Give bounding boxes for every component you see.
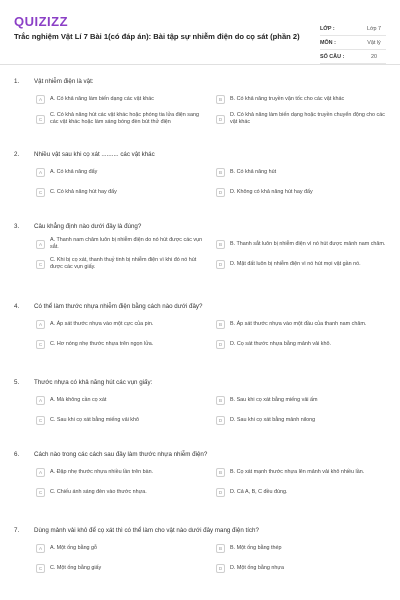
option-letter-badge: C bbox=[36, 115, 45, 124]
question-header bbox=[14, 78, 386, 85]
option-text: C. Có khả năng hút các vật khác hoặc phóng tia lửa điện sang các vật khác hoặc làm sáng bóng đèn bút thử điện bbox=[50, 112, 199, 125]
option-text: C. Khi bị cọ xát, thanh thuỷ tinh bị nhiễm điện vì khi đó nó hút được các vụn giấy. bbox=[50, 257, 197, 270]
meta-row-count bbox=[320, 50, 386, 64]
option-d[interactable] bbox=[216, 560, 386, 576]
option-text: D. Sau khi cọ xát bằng mảnh nilong bbox=[230, 416, 316, 423]
question-item bbox=[14, 527, 386, 589]
header-divider bbox=[0, 64, 400, 65]
option-letter-badge: D bbox=[216, 188, 225, 197]
option-grid bbox=[14, 236, 386, 272]
question-header bbox=[14, 527, 386, 534]
option-letter-badge: A bbox=[36, 396, 45, 405]
quizizz-logo: QUIZIZZ bbox=[14, 14, 69, 29]
question-text: Thước nhựa có khả năng hút các vụn giấy: bbox=[34, 379, 153, 386]
option-a[interactable] bbox=[36, 91, 206, 107]
option-c[interactable] bbox=[36, 484, 206, 500]
option-b[interactable] bbox=[216, 540, 386, 556]
option-grid bbox=[14, 392, 386, 428]
option-grid bbox=[14, 91, 386, 127]
option-letter-badge: A bbox=[36, 240, 45, 249]
option-c[interactable] bbox=[36, 184, 206, 200]
question-number: 6. bbox=[14, 451, 20, 458]
option-b[interactable] bbox=[216, 392, 386, 408]
option-text: D. Cọ sát thước nhựa bằng mảnh vải khô. bbox=[230, 340, 331, 347]
option-letter-badge: A bbox=[36, 468, 45, 477]
meta-value: Lớp 7 bbox=[366, 25, 382, 32]
option-text: A. Mà không cần cọ xát bbox=[50, 396, 107, 403]
option-text: B. Thanh sắt luôn bị nhiễm điện vì nó hút được mảnh nam châm. bbox=[230, 240, 386, 247]
option-d[interactable] bbox=[216, 256, 386, 272]
option-text: D. Cả A, B, C đều đúng. bbox=[230, 488, 288, 495]
question-number: 7. bbox=[14, 527, 20, 534]
option-text: B. Có khả năng hút bbox=[230, 168, 277, 175]
option-text: D. Mặt đất luôn bị nhiễm điện vì nó hút mọi vật gần nó. bbox=[230, 260, 361, 267]
question-number: 4. bbox=[14, 303, 20, 310]
meta-row-class bbox=[320, 22, 386, 36]
question-number: 1. bbox=[14, 78, 20, 85]
meta-row-subject bbox=[320, 36, 386, 50]
option-text: A. Đập nhẹ thước nhựa nhiều lần trên bàn. bbox=[50, 468, 154, 475]
option-c[interactable] bbox=[36, 111, 206, 127]
option-b[interactable] bbox=[216, 236, 386, 252]
option-letter-badge: C bbox=[36, 188, 45, 197]
option-letter-badge: A bbox=[36, 168, 45, 177]
option-text: D. Có khả năng làm biến dạng hoặc truyền chuyển động cho các vật khác bbox=[230, 112, 385, 125]
option-d[interactable] bbox=[216, 484, 386, 500]
question-header bbox=[14, 151, 386, 158]
option-letter-badge: C bbox=[36, 340, 45, 349]
option-letter-badge: B bbox=[216, 95, 225, 104]
meta-key: MÔN : bbox=[320, 39, 336, 46]
option-text: B. Áp sát thước nhựa vào một đầu của thanh nam châm. bbox=[230, 320, 367, 327]
option-a[interactable] bbox=[36, 164, 206, 180]
option-text: C. Hơ nóng nhẹ thước nhựa trên ngọn lửa. bbox=[50, 340, 154, 347]
option-text: A. Áp sát thước nhựa vào một cực của pin. bbox=[50, 320, 154, 327]
option-letter-badge: A bbox=[36, 95, 45, 104]
question-number: 2. bbox=[14, 151, 20, 158]
meta-key: LỚP : bbox=[320, 25, 335, 32]
question-header bbox=[14, 223, 386, 230]
option-c[interactable] bbox=[36, 560, 206, 576]
option-a[interactable] bbox=[36, 540, 206, 556]
option-text: C. Sau khi cọ xát bằng miếng vải khô bbox=[50, 416, 139, 423]
question-text: Nhiều vật sau khi cọ xát .......... các vật khác bbox=[34, 151, 155, 158]
option-text: C. Chiếu ánh sáng đèn vào thước nhựa. bbox=[50, 488, 147, 495]
option-b[interactable] bbox=[216, 464, 386, 480]
option-text: A. Có khả năng đẩy bbox=[50, 168, 98, 175]
option-letter-badge: B bbox=[216, 240, 225, 249]
option-letter-badge: D bbox=[216, 416, 225, 425]
meta-value: 20 bbox=[371, 53, 377, 60]
option-text: B. Cọ xát mạnh thước nhựa lên mảnh vải khô nhiều lần. bbox=[230, 468, 365, 475]
question-list bbox=[14, 78, 386, 589]
meta-table bbox=[320, 22, 386, 64]
option-a[interactable] bbox=[36, 392, 206, 408]
question-text: Cách nào trong các cách sau đây làm thước nhựa nhiễm điện? bbox=[34, 451, 208, 458]
question-text: Có thể làm thước nhựa nhiễm điện bằng cách nào dưới đây? bbox=[34, 303, 203, 310]
option-letter-badge: C bbox=[36, 564, 45, 573]
question-item bbox=[14, 379, 386, 451]
option-text: C. Có khả năng hút hay đẩy bbox=[50, 188, 117, 195]
option-c[interactable] bbox=[36, 412, 206, 428]
option-letter-badge: C bbox=[36, 260, 45, 269]
option-letter-badge: D bbox=[216, 260, 225, 269]
option-text: B. Có khả năng truyền vận tốc cho các vật khác bbox=[230, 95, 345, 102]
option-letter-badge: B bbox=[216, 468, 225, 477]
option-text: A. Một ống bằng gỗ bbox=[50, 544, 98, 551]
option-text: D. Không có khả năng hút hay đẩy bbox=[230, 188, 313, 195]
option-letter-badge: D bbox=[216, 488, 225, 497]
option-letter-badge: C bbox=[36, 416, 45, 425]
option-grid bbox=[14, 316, 386, 352]
option-text: A. Có khả năng làm biến dạng các vật khác bbox=[50, 95, 154, 102]
option-c[interactable] bbox=[36, 256, 206, 272]
option-grid bbox=[14, 464, 386, 500]
question-item bbox=[14, 451, 386, 527]
option-letter-badge: D bbox=[216, 115, 225, 124]
question-text: Dùng mảnh vải khô để cọ xát thì có thể làm cho vật nào dưới đây mang điện tích? bbox=[34, 527, 259, 534]
option-letter-badge: A bbox=[36, 544, 45, 553]
question-number: 5. bbox=[14, 379, 20, 386]
option-letter-badge: B bbox=[216, 168, 225, 177]
option-text: A. Thanh nam châm luôn bị nhiễm điện do nó hút được các vụn sắt. bbox=[50, 237, 203, 250]
option-c[interactable] bbox=[36, 336, 206, 352]
option-a[interactable] bbox=[36, 464, 206, 480]
option-letter-badge: D bbox=[216, 564, 225, 573]
option-grid bbox=[14, 540, 386, 576]
option-letter-badge: B bbox=[216, 396, 225, 405]
option-letter-badge: A bbox=[36, 320, 45, 329]
option-text: B. Một ống bằng thép bbox=[230, 544, 282, 551]
option-b[interactable] bbox=[216, 164, 386, 180]
option-a[interactable] bbox=[36, 236, 206, 252]
option-letter-badge: B bbox=[216, 544, 225, 553]
option-d[interactable] bbox=[216, 111, 386, 127]
question-item bbox=[14, 78, 386, 151]
meta-key: SỐ CÂU : bbox=[320, 53, 345, 60]
question-text: Vật nhiễm điện là vật: bbox=[34, 78, 94, 85]
meta-value: Vật lý bbox=[367, 39, 381, 46]
question-item bbox=[14, 303, 386, 379]
option-b[interactable] bbox=[216, 316, 386, 332]
worksheet-title: Trắc nghiệm Vật Lí 7 Bài 1(có đáp án): Bài tập sự nhiễm điện do cọ sát (phần 2) bbox=[14, 32, 300, 41]
question-text: Câu khẳng định nào dưới đây là đúng? bbox=[34, 223, 142, 230]
question-header bbox=[14, 451, 386, 458]
option-text: B. Sau khi cọ xát bằng miếng vải ấm bbox=[230, 396, 318, 403]
option-d[interactable] bbox=[216, 336, 386, 352]
option-grid bbox=[14, 164, 386, 200]
worksheet-header bbox=[14, 10, 386, 70]
question-item bbox=[14, 151, 386, 223]
option-text: C. Một ống bằng giấy bbox=[50, 564, 102, 571]
question-header bbox=[14, 379, 386, 386]
question-item bbox=[14, 223, 386, 303]
option-b[interactable] bbox=[216, 91, 386, 107]
question-header bbox=[14, 303, 386, 310]
question-number: 3. bbox=[14, 223, 20, 230]
option-d[interactable] bbox=[216, 412, 386, 428]
option-letter-badge: B bbox=[216, 320, 225, 329]
option-text: D. Một ống bằng nhựa bbox=[230, 564, 284, 571]
option-a[interactable] bbox=[36, 316, 206, 332]
option-d[interactable] bbox=[216, 184, 386, 200]
option-letter-badge: C bbox=[36, 488, 45, 497]
option-letter-badge: D bbox=[216, 340, 225, 349]
